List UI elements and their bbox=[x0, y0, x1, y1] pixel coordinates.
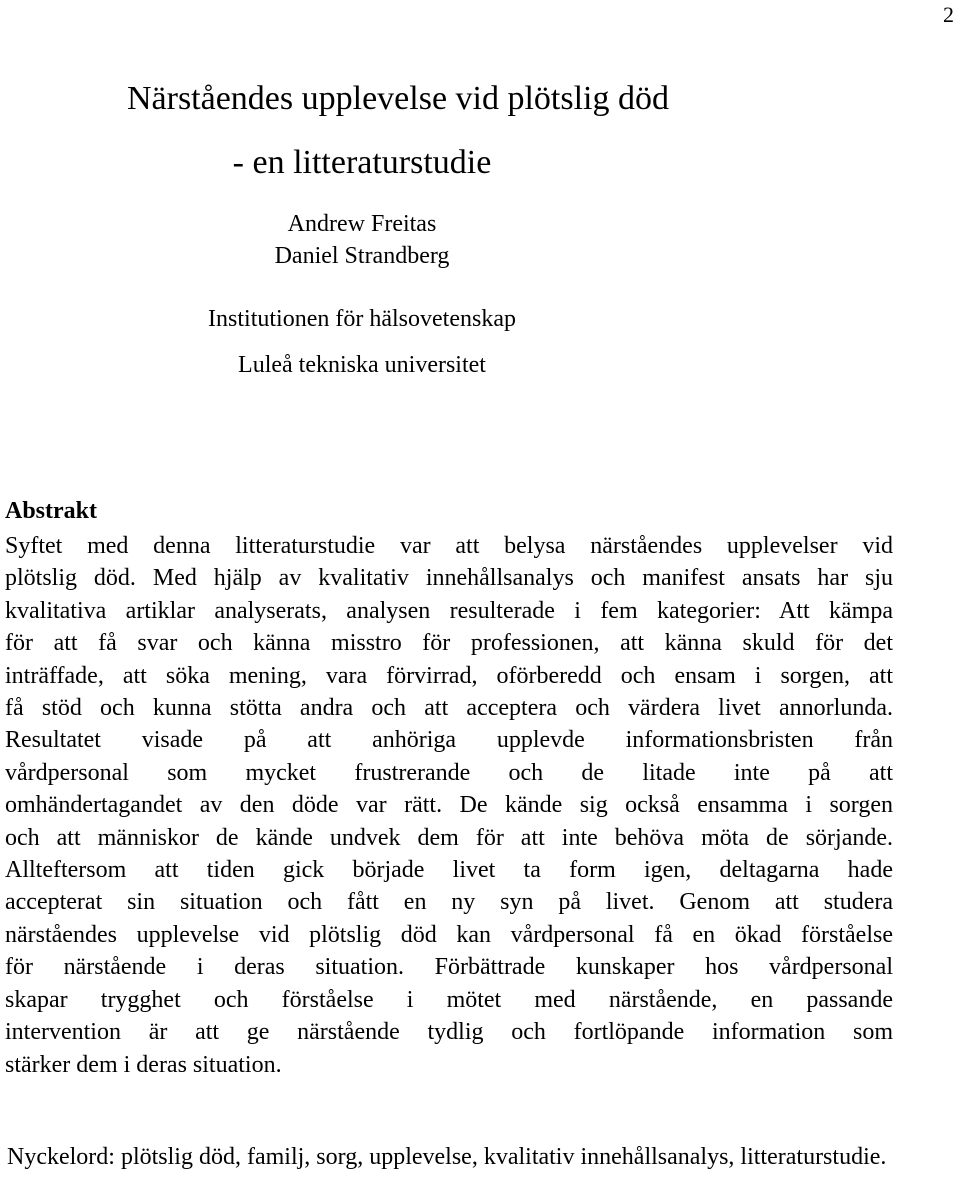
university: Luleå tekniska universitet bbox=[238, 352, 486, 378]
document-title: Närståendes upplevelse vid plötslig död bbox=[126, 80, 669, 117]
abstract-line: Syftet med denna litteraturstudie var att belysa närståendes upplevelser vid bbox=[5, 533, 893, 559]
abstract-line: omhändertagandet av den döde var rätt. De kände sig också ensamma i sorgen bbox=[5, 792, 893, 819]
abstract-line: för närstående i deras situation. Förbättrade kunskaper hos vårdpersonal bbox=[5, 954, 893, 981]
keywords: Nyckelord: plötslig död, familj, sorg, upplevelse, kvalitativ innehållsanalys, litteraturstudie. bbox=[7, 1144, 887, 1170]
author-name: Andrew Freitas bbox=[287, 211, 437, 237]
document-subtitle: - en litteraturstudie bbox=[232, 144, 492, 181]
institution: Institutionen för hälsovetenskap bbox=[208, 306, 516, 332]
abstract-line: närståendes upplevelse vid plötslig död kan vårdpersonal få en ökad förståelse bbox=[5, 921, 893, 948]
page-number: 2 bbox=[943, 2, 954, 27]
abstract-line: accepterat sin situation och fått en ny syn på livet. Genom att studera bbox=[5, 889, 893, 916]
abstract-line: för att få svar och känna misstro för professionen, att känna skuld för det bbox=[5, 630, 893, 657]
abstract-line: intervention är att ge närstående tydlig och fortlöpande information som bbox=[5, 1019, 893, 1046]
authors bbox=[0, 208, 724, 272]
abstract-line: och att människor de kände undvek dem för att inte behöva möta de sörjande. bbox=[5, 824, 893, 851]
abstract-line: kvalitativa artiklar analyserats, analysen resulterade i fem kategorier: Att kämpa bbox=[5, 597, 893, 624]
abstract-line: få stöd och kunna stötta andra och att acceptera och värdera livet annorlunda. bbox=[5, 695, 893, 722]
abstract-line: plötslig död. Med hjälp av kvalitativ innehållsanalys och manifest ansats har sju bbox=[5, 565, 893, 592]
abstract-heading: Abstrakt bbox=[5, 498, 98, 524]
author-name: Daniel Strandberg bbox=[274, 243, 450, 269]
abstract-body bbox=[5, 530, 893, 1081]
abstract-line: vårdpersonal som mycket frustrerande och de litade inte på att bbox=[5, 759, 893, 786]
abstract-line: Resultatet visade på att anhöriga upplevde informationsbristen från bbox=[5, 727, 893, 754]
abstract-line: skapar trygghet och förståelse i mötet med närstående, en passande bbox=[5, 986, 893, 1013]
abstract-line: Allteftersom att tiden gick började livet ta form igen, deltagarna hade bbox=[5, 857, 893, 884]
abstract-line: stärker dem i deras situation. bbox=[5, 1051, 282, 1078]
abstract-line: inträffade, att söka mening, vara förvirrad, oförberedd och ensam i sorgen, att bbox=[5, 662, 893, 689]
